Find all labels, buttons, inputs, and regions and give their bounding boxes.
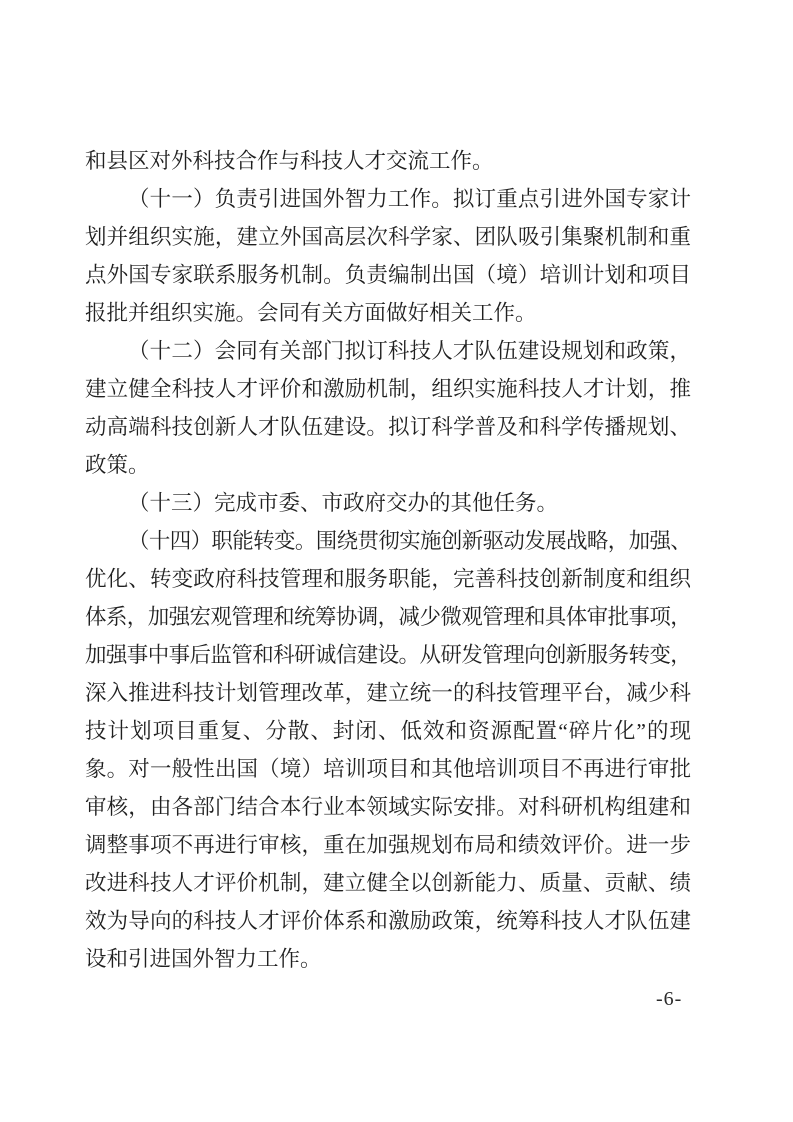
text-line: 优化、转变政府科技管理和服务职能，完善科技创新制度和组织 [85,567,691,591]
page-number: -6- [656,988,683,1010]
text-line: 点外国专家联系服务机制。负责编制出国（境）培训计划和项目 [85,263,691,287]
text-line: （十三）完成市委、市政府交办的其他任务。 [128,491,559,515]
text-line: 体系，加强宏观管理和统筹协调，减少微观管理和具体审批事项， [85,605,691,629]
text-line: 报批并组织实施。会同有关方面做好相关工作。 [85,301,537,325]
text-line: 调整事项不再进行审核，重在加强规划布局和绩效评价。进一步 [85,833,691,857]
text-line: 建立健全科技人才评价和激励机制，组织实施科技人才计划，推 [85,377,691,401]
text-line: （十一）负责引进国外智力工作。拟订重点引进外国专家计 [128,187,691,211]
text-line: 技计划项目重复、分散、封闭、低效和资源配置“碎片化”的现 [85,719,691,743]
text-line: 改进科技人才评价机制，建立健全以创新能力、质量、贡献、绩 [85,871,691,895]
text-line: 深入推进科技计划管理改革，建立统一的科技管理平台，减少科 [85,681,691,705]
text-line: 加强事中事后监管和科研诚信建设。从研发管理向创新服务转变， [85,643,691,667]
text-line: 效为导向的科技人才评价体系和激励政策，统筹科技人才队伍建 [85,909,691,933]
text-line: 审核，由各部门结合本行业本领域实际安排。对科研机构组建和 [85,795,691,819]
text-line: 划并组织实施，建立外国高层次科学家、团队吸引集聚机制和重 [85,225,691,249]
text-line: 动高端科技创新人才队伍建设。拟订科学普及和科学传播规划、 [85,415,691,439]
text-line: （十四）职能转变。围绕贯彻实施创新驱动发展战略，加强、 [128,529,691,553]
text-line: （十二）会同有关部门拟订科技人才队伍建设规划和政策， [128,339,691,363]
text-line: 和县区对外科技合作与科技人才交流工作。 [85,149,494,173]
document-body [85,142,691,978]
text-line: 设和引进国外智力工作。 [85,947,322,971]
text-line: 政策。 [85,453,150,477]
text-line: 象。对一般性出国（境）培训项目和其他培训项目不再进行审批 [85,757,691,781]
